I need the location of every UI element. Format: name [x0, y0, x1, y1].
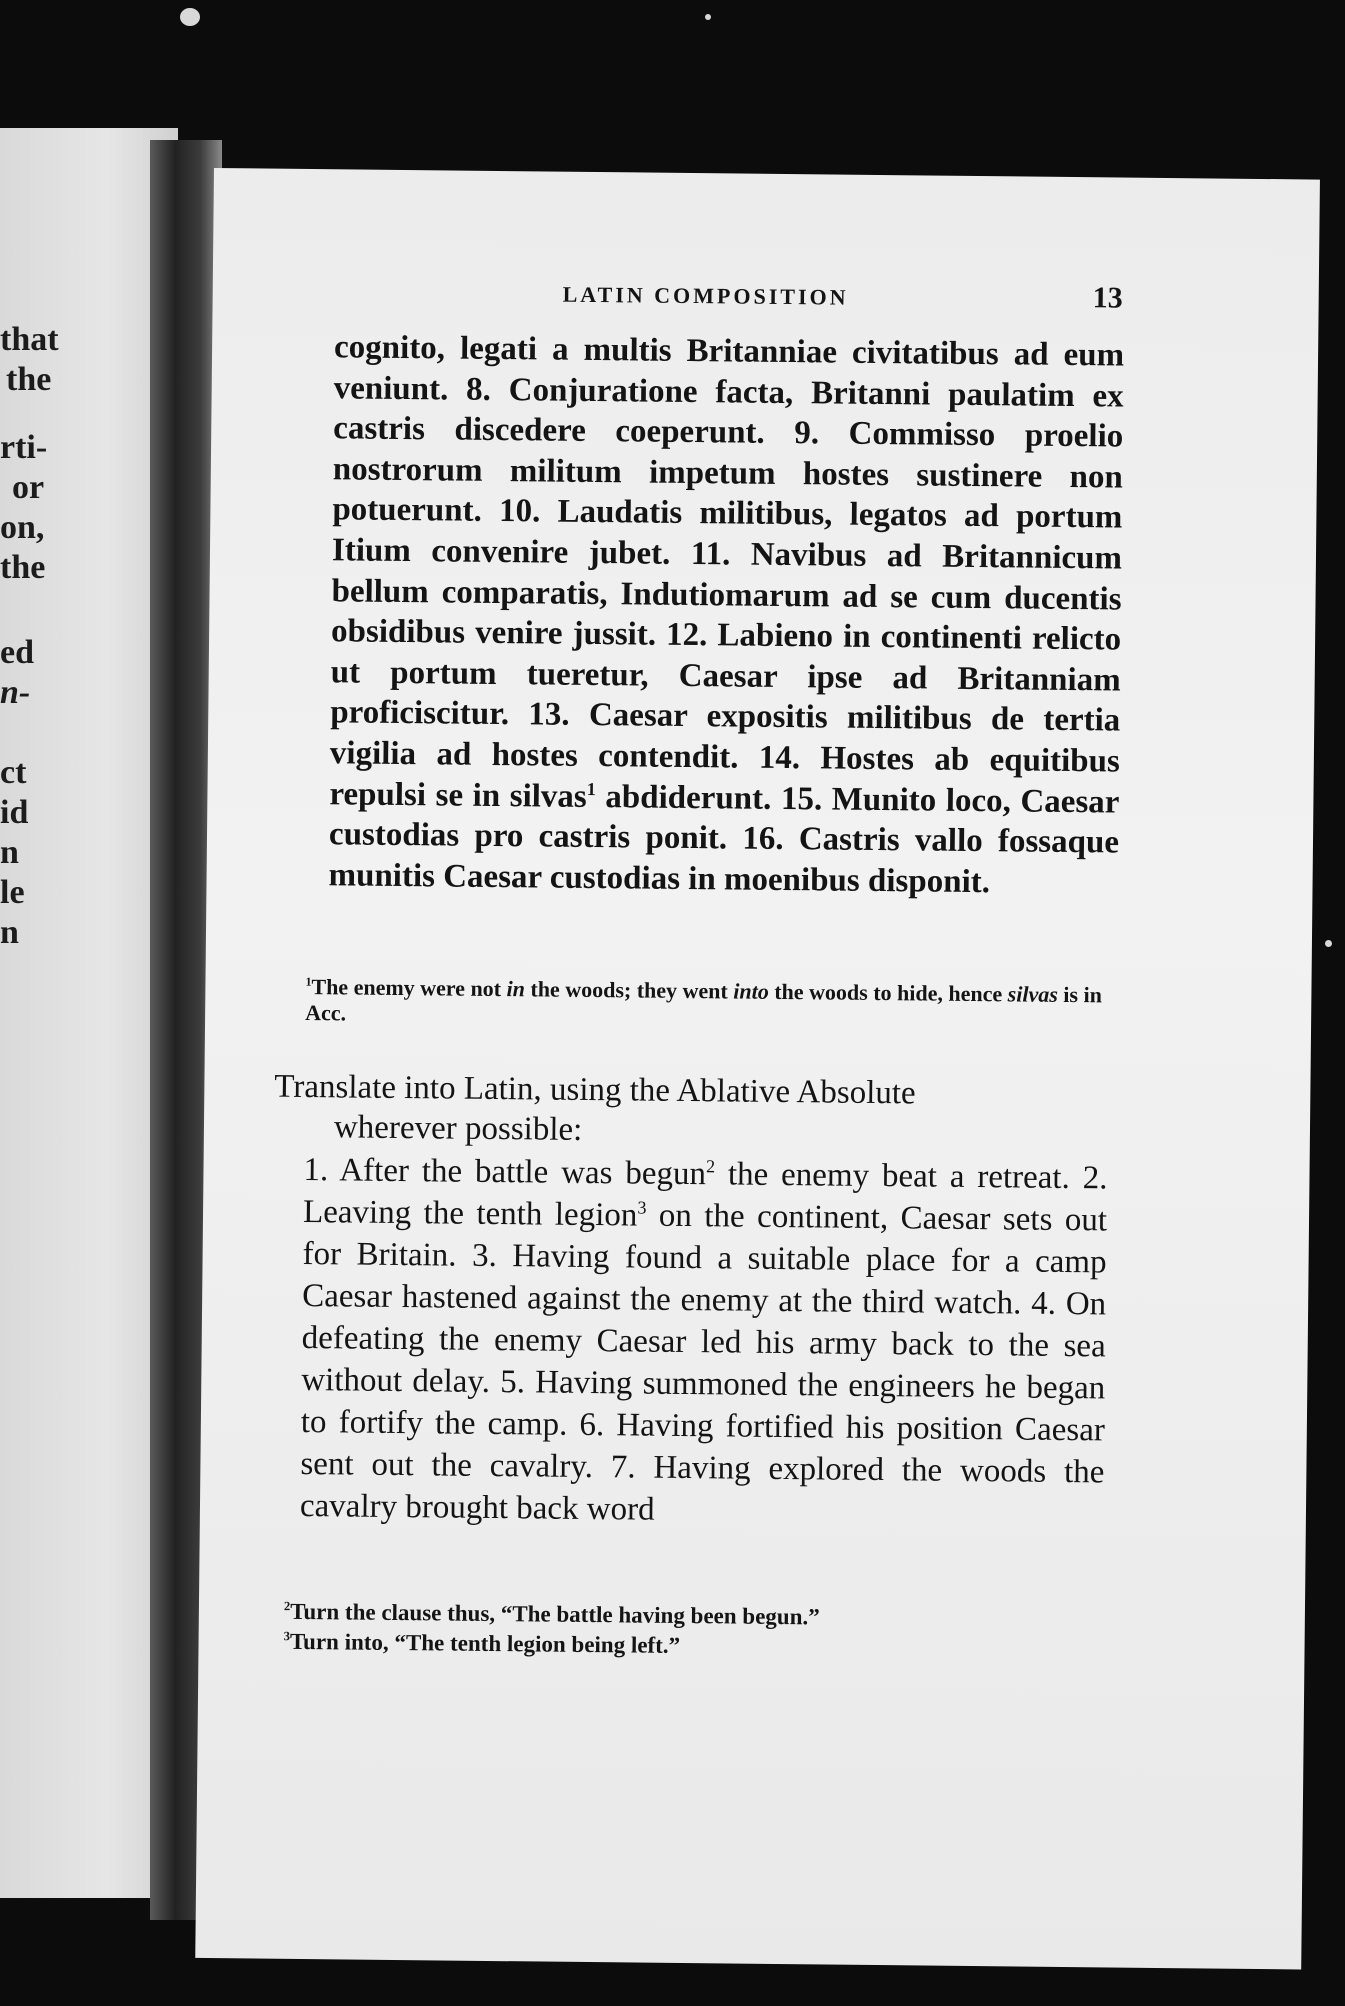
english-exercise-text: on the continent, Caesar sets out for Britain. 3. Having found a suitable place for a camp Caesar hastened against the enemy at the third watch. 4. On defeating the enemy Caesar led his army back to the sea without delay. 5. Having summoned the engineers he began to fortify the camp. 6. Having fortified his position Caesar sent out the cavalry. 7. Having explored the woods the cavalry brought back word	[299, 1197, 1108, 1528]
left-page-text: ed	[0, 634, 34, 671]
footnote-italic: silvas	[1007, 981, 1058, 1007]
left-page-text: n-	[0, 674, 31, 711]
page-number: 13	[1092, 281, 1123, 315]
left-page-text: on,	[0, 509, 45, 546]
left-page-text: or	[12, 469, 45, 506]
footnote-text: Turn the clause thus, “The battle having been begun.”	[290, 1598, 820, 1630]
english-exercise	[300, 1149, 1108, 1535]
instruction-line-1: Translate into Latin, using the Ablative Absolute	[274, 1068, 916, 1112]
footnote-marker: 3	[283, 1629, 291, 1644]
footnote-text: The enemy were not	[311, 974, 507, 1002]
running-head: LATIN COMPOSITION	[562, 281, 849, 310]
left-page-text: n	[0, 914, 19, 951]
latin-exercise-text-continued: abdiderunt. 15. Munito loco, Caesar custodias pro castris ponit. 16. Castris vallo fossaque munitis Caesar custodias in moenibus disponit.	[328, 778, 1120, 900]
left-page-text: le	[0, 874, 25, 911]
footnote-text: is in Acc.	[305, 981, 1103, 1026]
footnote-italic: into	[733, 978, 769, 1004]
left-page-text: the	[6, 361, 52, 398]
footnote-text: Turn into, “The tenth legion being left.”	[289, 1628, 681, 1658]
left-page-text: id	[0, 794, 29, 831]
dust-speck	[1325, 940, 1332, 947]
left-page-text: n	[0, 834, 19, 871]
left-page-text: the	[0, 549, 46, 586]
left-page-text: ct	[0, 754, 27, 791]
dust-speck	[705, 14, 711, 20]
footnote-text: the woods to hide, hence	[768, 978, 1008, 1007]
instruction-line-2: wherever possible:	[333, 1109, 583, 1148]
exercise-instruction	[274, 1067, 1125, 1156]
latin-exercise-text: cognito, legati a multis Britanniae civitatibus ad eum veniunt. 8. Conjuratione facta, Britanni paulatim ex castris discedere coeperunt. 9. Commisso proelio nostrorum militum impetum hostes sustinere non potuerunt. 10. Laudatis militibus, legatos ad portum Itium convenire jubet. 11. Navibus ad Britannicum bellum comparatis, Indutiomarum ad se cum ducentis obsidibus venire jussit. 12. Labieno in continenti relicto ut portum tueretur, Caesar ipse ad Britanniam proficiscitur. 13. Caesar expositis militibus de tertia vigilia ad hostes contendit. 14. Hostes ab equitibus repulsi se in silvas	[329, 329, 1125, 815]
english-exercise-text: 1. After the battle was begun	[303, 1151, 707, 1193]
book-page	[195, 168, 1320, 1969]
footnote-italic: in	[506, 976, 526, 1002]
footnote-ref-2: 2	[705, 1156, 716, 1177]
footnote-ref-3: 3	[637, 1197, 647, 1218]
footnote-ref-1: 1	[586, 778, 597, 799]
left-page-text: that	[0, 321, 59, 358]
footnote-1	[305, 974, 1125, 1035]
footnote-marker: 1	[305, 974, 312, 989]
left-page-text: rti-	[0, 429, 48, 466]
dust-speck	[180, 8, 200, 26]
latin-exercise	[328, 327, 1124, 904]
footnote-text: the woods; they went	[524, 976, 734, 1004]
footnotes-english	[283, 1597, 1104, 1666]
english-exercise-text: the enemy beat a retreat. 2. Leaving the tenth legion	[302, 1156, 1108, 1234]
footnote-marker: 2	[283, 1599, 291, 1614]
